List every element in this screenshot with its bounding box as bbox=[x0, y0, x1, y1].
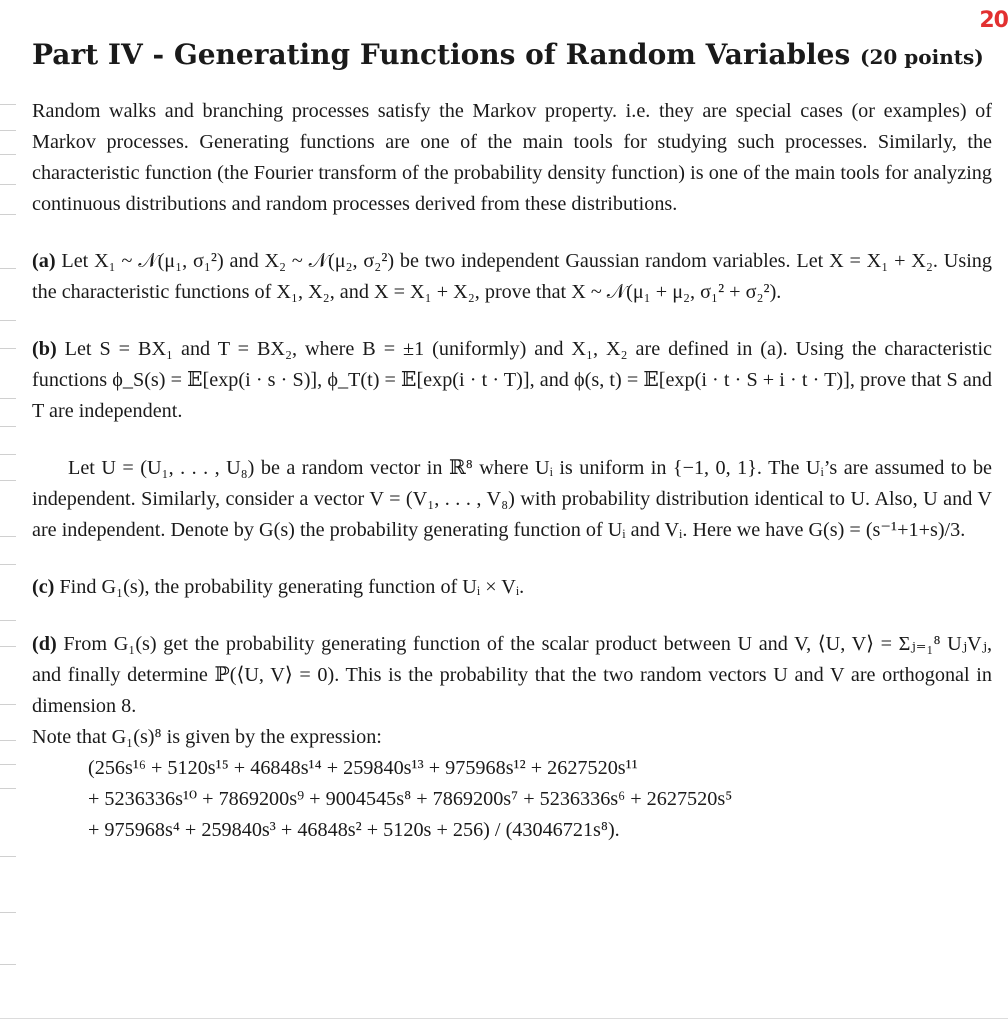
part-c-label: (c) bbox=[32, 576, 55, 598]
part-d-label: (d) bbox=[32, 633, 57, 655]
part-d-text: From G₁(s) get the probability generating function of the scalar product between U and V, ⟨U, V⟩ = Σⱼ₌₁⁸ UⱼVⱼ, and finally determine ℙ(⟨U, V⟩ = 0). This is the probability that the two random vectors U and V are orthogonal in dimension 8. bbox=[32, 633, 992, 717]
expansion-equation bbox=[88, 753, 992, 846]
part-a bbox=[32, 246, 992, 308]
part-a-label: (a) bbox=[32, 250, 56, 272]
part-a-text: Let X₁ ~ 𝒩(μ₁, σ₁²) and X₂ ~ 𝒩(μ₂, σ₂²) be two independent Gaussian random variables. Let X = X₁ + X₂. Using the characteristic functions of X₁, X₂, and X = X₁ + X₂, prove that X ~ 𝒩(μ₁ + μ₂, σ₁² + σ₂²). bbox=[32, 250, 992, 303]
margin-ticks bbox=[0, 80, 18, 1000]
part-d bbox=[32, 629, 992, 722]
points-label: (20 points) bbox=[860, 45, 984, 69]
part-c bbox=[32, 572, 992, 603]
part-b-text: Let S = BX₁ and T = BX₂, where B = ±1 (uniformly) and X₁, X₂ are defined in (a). Using the characteristic functions ϕ_S(s) = 𝔼[exp(i · s · S)], ϕ_T(t) = 𝔼[exp(i · t · T)], and ϕ(s, t) = 𝔼[exp(i · t · S + i · t · T)], prove that S and T are independent. bbox=[32, 338, 993, 422]
intro-paragraph: Random walks and branching processes satisfy the Markov property. i.e. they are special cases (or examples) of Markov processes. Generating functions are one of the main tools for studying such processes. Similarly, the characteristic function (the Fourier transform of the probability density function) is one of the main tools for analyzing continuous distributions and random processes derived from these distributions. bbox=[32, 100, 992, 215]
grade-mark: 20 bbox=[979, 8, 1008, 33]
document-page bbox=[32, 38, 992, 846]
title-text: Part IV - Generating Functions of Random Variables bbox=[32, 38, 851, 71]
equation-line-2: + 5236336s¹⁰ + 7869200s⁹ + 9004545s⁸ + 7869200s⁷ + 5236336s⁶ + 2627520s⁵ bbox=[88, 788, 733, 810]
equation-line-3: + 975968s⁴ + 259840s³ + 46848s² + 5120s + 256) / (43046721s⁸). bbox=[88, 819, 620, 841]
part-b bbox=[32, 334, 992, 427]
part-d-note: Note that G₁(s)⁸ is given by the expression: bbox=[32, 726, 382, 748]
part-c-text: Find G₁(s), the probability generating function of Uᵢ × Vᵢ. bbox=[59, 576, 525, 598]
equation-line-1: (256s¹⁶ + 5120s¹⁵ + 46848s¹⁴ + 259840s¹³ + 975968s¹² + 2627520s¹¹ bbox=[88, 757, 638, 779]
page-title bbox=[32, 38, 992, 74]
bottom-divider bbox=[0, 1018, 1008, 1019]
part-b-label: (b) bbox=[32, 338, 57, 360]
setup-paragraph: Let U = (U₁, . . . , U₈) be a random vector in ℝ⁸ where Uᵢ is uniform in {−1, 0, 1}. The Uᵢ’s are assumed to be independent. Similarly, consider a vector V = (V₁, . . . , V₈) with probability distribution identical to U. Also, U and V are independent. Denote by G(s) the probability generating function of Uᵢ and Vᵢ. Here we have G(s) = (s⁻¹+1+s)/3. bbox=[32, 457, 992, 541]
